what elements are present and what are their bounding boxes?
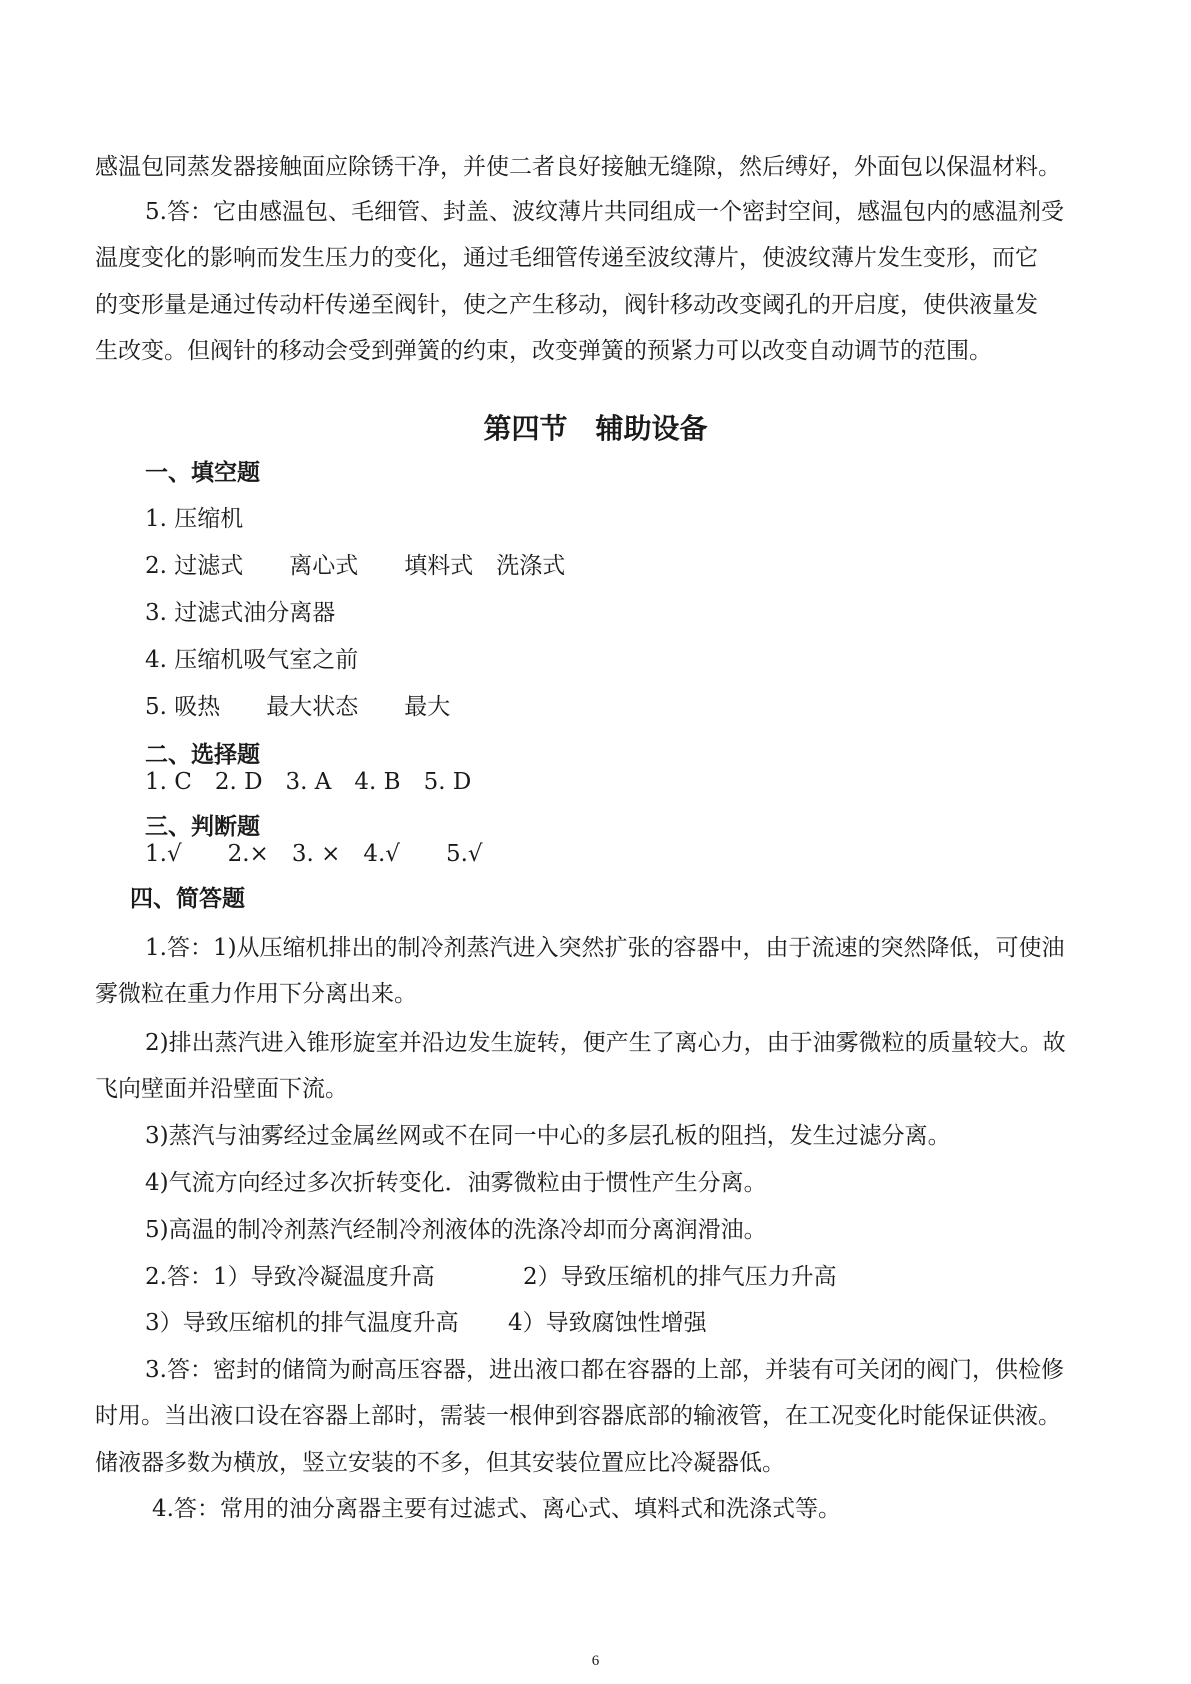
paragraph-line: 5.答：它由感温包、毛细管、封盖、波纹薄片共同组成一个密封空间，感温包内的感温剂受 (145, 199, 1064, 225)
fill-blank-item: 4. 压缩机吸气室之前 (145, 647, 359, 673)
fill-blank-item: 5. 吸热 最大状态 最大 (145, 694, 451, 720)
page-number: 6 (591, 1653, 600, 1669)
short-answer-line: 1.答：1)从压缩机排出的制冷剂蒸汽进入突然扩张的容器中，由于流速的突然降低，可使油 (145, 935, 1065, 961)
short-answer-line: 雾微粒在重力作用下分离出来。 (95, 981, 417, 1007)
short-answer-line: 储液器多数为横放，竖立安装的不多，但其安装位置应比冷凝器低。 (95, 1450, 785, 1476)
short-answer-line: 3）导致压缩机的排气温度升高 (145, 1310, 459, 1336)
short-answer-line: 时用。当出液口设在容器上部时，需装一根伸到容器底部的输液管，在工况变化时能保证供液。 (95, 1403, 1061, 1429)
fill-blank-item: 2. 过滤式 离心式 填料式 洗涤式 (145, 553, 566, 579)
short-answer-line: 3.答：密封的储筒为耐高压容器，进出液口都在容器的上部，并装有可关闭的阀门，供检修 (145, 1357, 1064, 1383)
short-answer-line: 4）导致腐蚀性增强 (508, 1310, 707, 1336)
short-answer-heading: 四、简答题 (130, 886, 245, 912)
short-answer-line: 飞向壁面并沿壁面下流。 (95, 1076, 348, 1102)
short-answer-line: 5)高温的制冷剂蒸汽经制冷剂液体的洗涤冷却而分离润滑油。 (145, 1217, 767, 1243)
paragraph-line: 生改变。但阀针的移动会受到弹簧的约束，改变弹簧的预紧力可以改变自动调节的范围。 (95, 338, 992, 364)
short-answer-line: 2）导致压缩机的排气压力升高 (523, 1264, 837, 1290)
short-answer-line: 4.答：常用的油分离器主要有过滤式、离心式、填料式和洗涤式等。 (152, 1496, 841, 1522)
short-answer-line: 2)排出蒸汽进入锥形旋室并沿边发生旋转，便产生了离心力，由于油雾微粒的质量较大。故 (145, 1030, 1066, 1056)
short-answer-line: 2.答：1）导致冷凝温度升高 (145, 1264, 435, 1290)
judge-heading: 三、判断题 (145, 814, 260, 840)
fill-blank-item: 3. 过滤式油分离器 (145, 600, 336, 626)
fill-blank-heading: 一、填空题 (145, 460, 260, 486)
judge-answers: 1.√ 2.× 3. × 4.√ 5.√ (145, 841, 483, 867)
paragraph-line: 的变形量是通过传动杆传递至阀针，使之产生移动，阀针移动改变阈孔的开启度，使供液量发 (95, 292, 1038, 318)
choice-answers: 1. C 2. D 3. A 4. B 5. D (145, 769, 472, 795)
paragraph-line: 温度变化的影响而发生压力的变化，通过毛细管传递至波纹薄片，使波纹薄片发生变形，而它 (95, 245, 1038, 271)
fill-blank-item: 1. 压缩机 (145, 506, 244, 532)
short-answer-line: 4)气流方向经过多次折转变化．油雾微粒由于惯性产生分离。 (145, 1170, 767, 1196)
choice-heading: 二、选择题 (145, 742, 260, 768)
section-title: 第四节 辅助设备 (483, 412, 708, 445)
paragraph-line: 感温包同蒸发器接触面应除锈干净，并使二者良好接触无缝隙，然后缚好，外面包以保温材料。 (95, 154, 1061, 180)
short-answer-line: 3)蒸汽与油雾经过金属丝网或不在同一中心的多层孔板的阻挡，发生过滤分离。 (145, 1123, 951, 1149)
